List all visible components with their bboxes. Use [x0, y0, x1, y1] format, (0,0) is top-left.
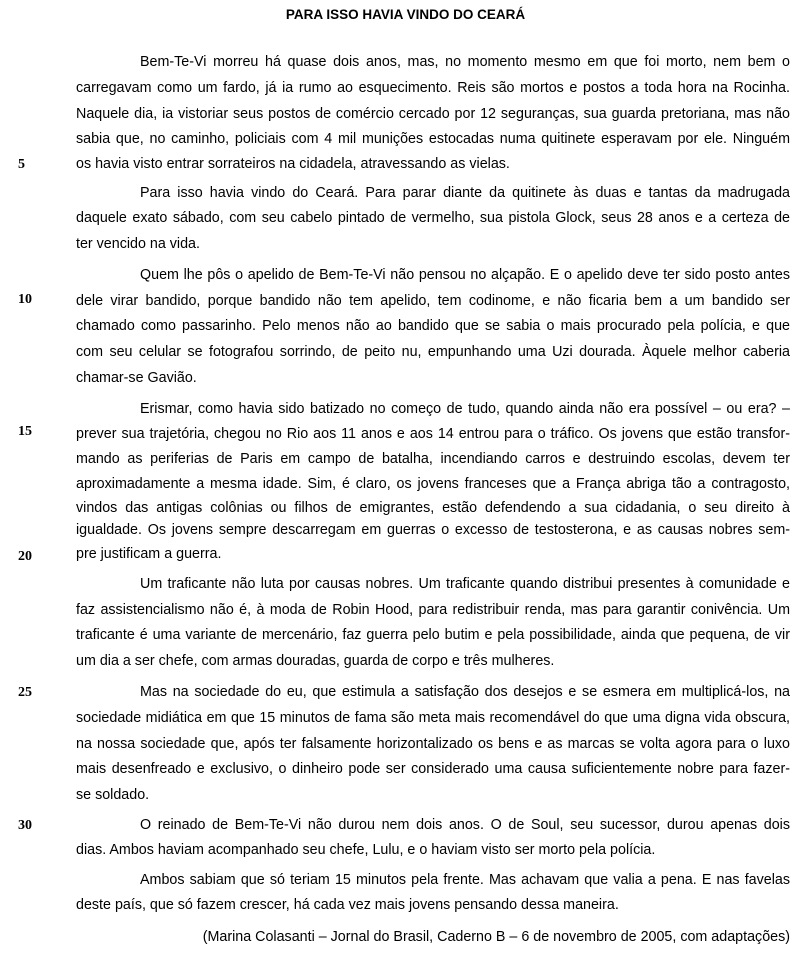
document-title: PARA ISSO HAVIA VINDO DO CEARÁ [285, 7, 526, 22]
line-number-25: 25 [18, 685, 32, 700]
text-line: um dia a ser chefe, com armas douradas, guarda de corpo e três mulheres. [76, 653, 555, 669]
line-number-30: 30 [18, 818, 32, 833]
line-number-15: 15 [18, 424, 32, 439]
text-line: Ambos sabiam que só teriam 15 minutos pela frente. Mas achavam que valia a pena. E nas favelas [140, 872, 790, 888]
text-line: Erismar, como havia sido batizado no começo de tudo, quando ainda não era possível – ou era? – [140, 401, 790, 417]
text-line: se soldado. [76, 787, 150, 803]
text-line: dias. Ambos haviam acompanhado seu chefe, Lulu, e o haviam visto ser morto pela polícia. [76, 842, 656, 858]
text-line: faz assistencialismo não é, à moda de Robin Hood, para redistribuir renda, mas para garantir conivência. Um [76, 602, 790, 618]
text-line: sabia que, no caminho, policiais com 4 mil munições estocadas numa quitinete esperavam por ele. Ninguém [76, 131, 790, 147]
text-line: dele virar bandido, porque bandido não tem apelido, tem codinome, e não ficaria bem a um bandido ser [76, 293, 790, 309]
source-citation: (Marina Colasanti – Jornal do Brasil, Caderno B – 6 de novembro de 2005, com adaptações) [202, 929, 790, 945]
text-line: traficante é uma variante de mercenário, faz guerra pelo butim e pela possibilidade, ainda que pequena, de vir [76, 627, 790, 643]
text-line: O reinado de Bem-Te-Vi não durou nem dois anos. O de Soul, seu sucessor, durou apenas dois [140, 817, 790, 833]
text-line: Mas na sociedade do eu, que estimula a satisfação dos desejos e se esmera em multiplicá-los, na [140, 684, 790, 700]
text-line: igualdade. Os jovens sempre descarregam em guerras o excesso de testosterona, e as causas nobres sem- [76, 522, 790, 538]
text-line: aproximadamente a mesma idade. Sim, é claro, os jovens franceses que a França abriga tão a contragosto, [76, 476, 790, 492]
text-line: Bem-Te-Vi morreu há quase dois anos, mas, no momento mesmo em que foi morto, nem bem o [140, 54, 790, 70]
text-line: sociedade midiática em que 15 minutos de fama são meta mais recomendável do que uma digna vida obscura, [76, 710, 790, 726]
line-number-10: 10 [18, 292, 32, 307]
text-line: carregavam como um fardo, já ia rumo ao esquecimento. Reis são mortos e postos a toda hora na Rocinha. [76, 80, 790, 96]
text-line: Para isso havia vindo do Ceará. Para parar diante da quitinete às duas e tantas da madrugada [140, 185, 790, 201]
text-line: com seu celular se fotografou sorrindo, de peito nu, empunhando uma Uzi dourada. Àquele melhor caberia [76, 344, 790, 360]
text-line: pre justificam a guerra. [76, 546, 222, 562]
text-line: vindos das antigas colônias ou filhos de emigrantes, estão defendendo a sua cidadania, o seu direito à [76, 500, 790, 516]
text-line: Naquele dia, ia vistoriar seus postos de comércio cercado por 12 seguranças, sua guarda pretoriana, mas não [76, 106, 790, 122]
text-line: prever sua trajetória, chegou no Rio aos 11 anos e aos 14 entrou para o tráfico. Os jovens que estão transfor- [76, 426, 790, 442]
text-line: daquele exato sábado, com seu cabelo pintado de vermelho, sua pistola Glock, seus 28 anos e a certeza de [76, 210, 790, 226]
line-number-20: 20 [18, 549, 32, 564]
text-line: mando as periferias de Paris em campo de batalha, incendiando carros e destruindo escolas, devem ter [76, 451, 790, 467]
text-line: Quem lhe pôs o apelido de Bem-Te-Vi não pensou no alçapão. E o apelido deve ter sido posto antes [140, 267, 790, 283]
text-line: na nossa sociedade que, após ter falsamente horizontalizado os bens e as marcas se volta agora para o luxo [76, 736, 790, 752]
text-line: ter vencido na vida. [76, 236, 200, 252]
text-line: mais desenfreado e exclusivo, o dinheiro pode ser considerado uma causa suficientemente nobre para fazer- [76, 761, 790, 777]
text-line: os havia visto entrar sorrateiros na cidadela, atravessando as vielas. [76, 156, 510, 172]
text-line: chamar-se Gavião. [76, 370, 197, 386]
text-line: chamado como passarinho. Pelo menos não ao bandido que se sabia o mais procurado pela polícia, e que [76, 318, 790, 334]
text-line: Um traficante não luta por causas nobres. Um traficante quando distribui presentes à comunidade e [140, 576, 790, 592]
line-number-5: 5 [18, 157, 25, 172]
text-line: deste país, que só fazem crescer, há cada vez mais jovens pensando dessa maneira. [76, 897, 619, 913]
